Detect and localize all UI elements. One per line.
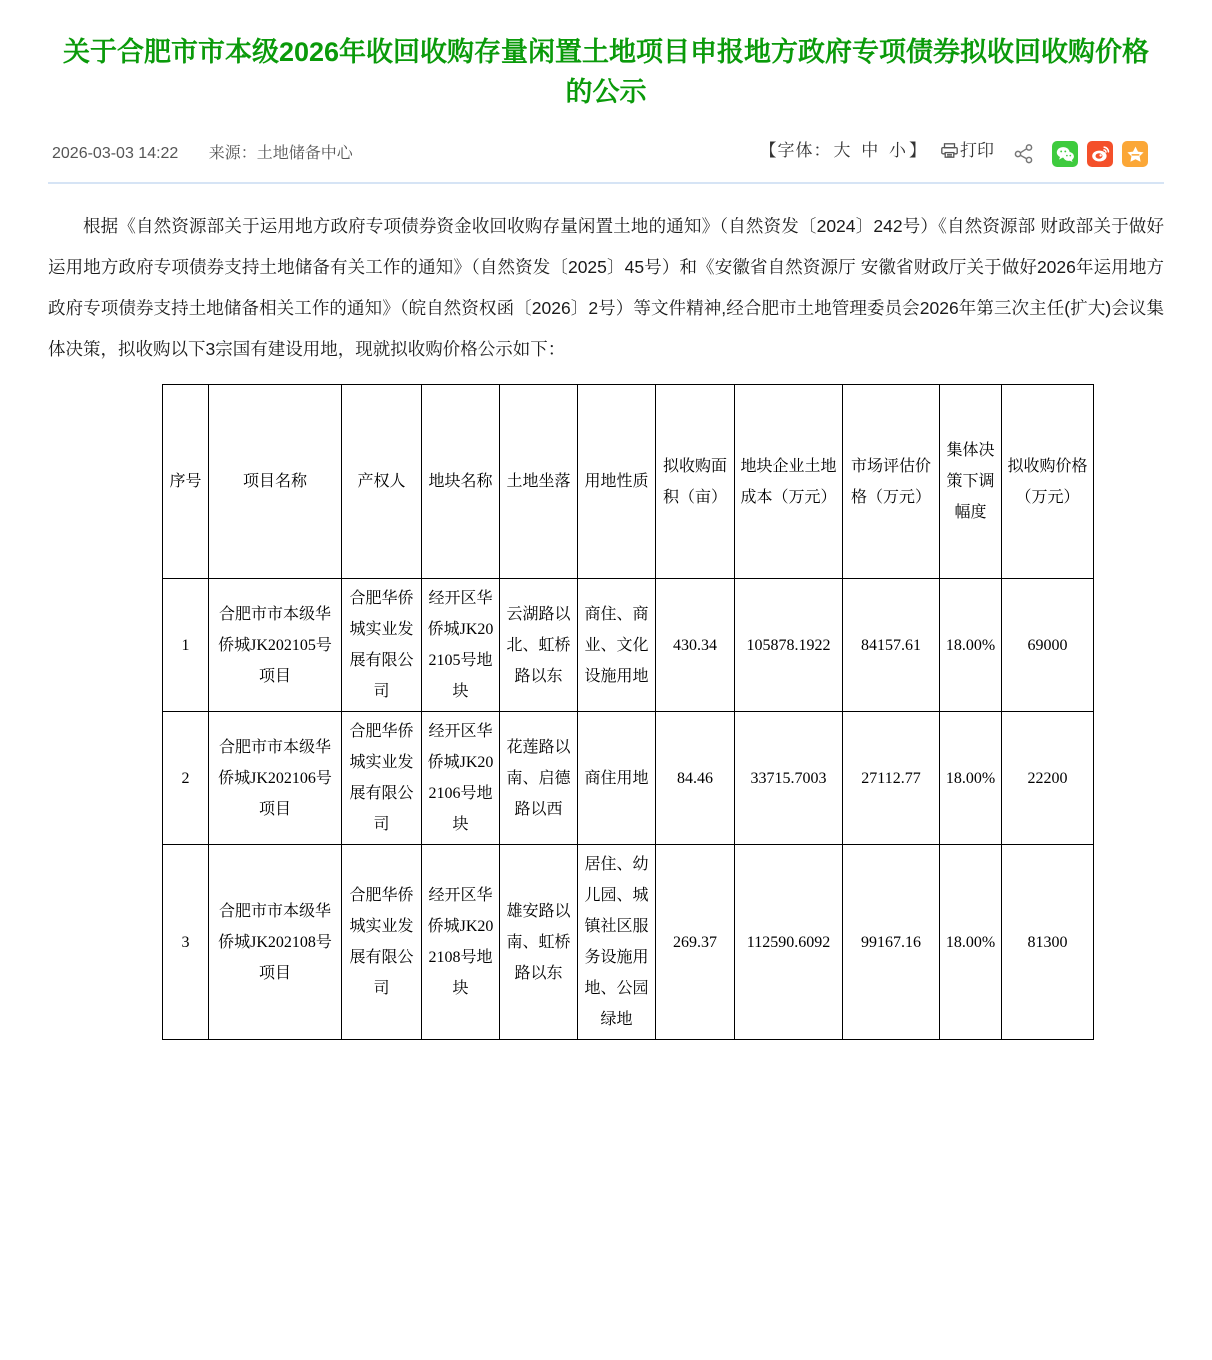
header-enterprise-cost: 地块企业土地成本（万元）	[735, 385, 843, 579]
cell-purchase-price: 81300	[1002, 845, 1094, 1040]
header-divider	[48, 182, 1164, 184]
cell-adjustment: 18.00%	[940, 579, 1002, 712]
cell-plot-name: 经开区华侨城JK202108号地块	[422, 845, 500, 1040]
font-size-control	[760, 138, 927, 164]
page-title: 关于合肥市市本级2026年收回收购存量闲置土地项目申报地方政府专项债券拟收回收购价格的公示	[62, 37, 1150, 108]
weibo-icon[interactable]	[1087, 141, 1113, 167]
cell-index: 2	[163, 712, 209, 845]
cell-enterprise-cost: 105878.1922	[735, 579, 843, 712]
cell-adjustment: 18.00%	[940, 712, 1002, 845]
article-meta-bar	[40, 136, 1172, 182]
cell-enterprise-cost: 33715.7003	[735, 712, 843, 845]
cell-location: 雄安路以南、虹桥路以东	[500, 845, 578, 1040]
cell-project-name: 合肥市市本级华侨城JK202105号项目	[209, 579, 342, 712]
cell-purchase-price: 22200	[1002, 712, 1094, 845]
article-tools	[760, 138, 1148, 167]
cell-project-name: 合肥市市本级华侨城JK202106号项目	[209, 712, 342, 845]
announcement-page	[0, 18, 1212, 1360]
header-market-eval-price: 市场评估价格（万元）	[843, 385, 940, 579]
font-size-large-button[interactable]: 大	[833, 141, 852, 161]
cell-purchase-area: 84.46	[656, 712, 735, 845]
cell-plot-name: 经开区华侨城JK202105号地块	[422, 579, 500, 712]
article-source: 来源：土地储备中心	[208, 145, 353, 163]
cell-owner: 合肥华侨城实业发展有限公司	[342, 845, 422, 1040]
meta-left-group	[52, 140, 353, 163]
table-row	[163, 712, 1094, 845]
cell-purchase-area: 269.37	[656, 845, 735, 1040]
font-size-bracket-close: 】	[909, 141, 927, 161]
header-location: 土地坐落	[500, 385, 578, 579]
header-project-name: 项目名称	[209, 385, 342, 579]
header-plot-name: 地块名称	[422, 385, 500, 579]
cell-location: 花莲路以南、启德路以西	[500, 712, 578, 845]
cell-index: 1	[163, 579, 209, 712]
font-size-bracket-open: 【字体：	[759, 141, 832, 161]
cell-land-use: 商住用地	[578, 712, 656, 845]
print-button[interactable]	[941, 138, 993, 164]
qzone-icon[interactable]	[1122, 141, 1148, 167]
font-size-small-button[interactable]: 小	[889, 141, 907, 161]
cell-project-name: 合肥市市本级华侨城JK202108号项目	[209, 845, 342, 1040]
header-purchase-area: 拟收购面积（亩）	[656, 385, 735, 579]
cell-index: 3	[163, 845, 209, 1040]
printer-icon	[941, 143, 958, 158]
cell-enterprise-cost: 112590.6092	[735, 845, 843, 1040]
header-purchase-price: 拟收购价格（万元）	[1002, 385, 1094, 579]
header-owner: 产权人	[342, 385, 422, 579]
table-row	[163, 579, 1094, 712]
cell-owner: 合肥华侨城实业发展有限公司	[342, 579, 422, 712]
cell-land-use: 居住、幼儿园、城镇社区服务设施用地、公园绿地	[578, 845, 656, 1040]
header-adjustment: 集体决策下调幅度	[940, 385, 1002, 579]
table-row	[163, 845, 1094, 1040]
cell-purchase-area: 430.34	[656, 579, 735, 712]
table-header-row	[163, 385, 1094, 579]
land-purchase-table	[162, 384, 1094, 1040]
cell-location: 云湖路以北、虹桥路以东	[500, 579, 578, 712]
wechat-icon[interactable]	[1052, 141, 1078, 167]
header-index: 序号	[163, 385, 209, 579]
font-size-medium-button[interactable]: 中	[861, 141, 880, 161]
land-table-container	[40, 384, 1172, 1040]
share-icon[interactable]	[1013, 143, 1035, 165]
cell-market-eval-price: 84157.61	[843, 579, 940, 712]
cell-plot-name: 经开区华侨城JK202106号地块	[422, 712, 500, 845]
cell-market-eval-price: 99167.16	[843, 845, 940, 1040]
cell-market-eval-price: 27112.77	[843, 712, 940, 845]
share-group	[1013, 141, 1148, 167]
cell-adjustment: 18.00%	[940, 845, 1002, 1040]
cell-purchase-price: 69000	[1002, 579, 1094, 712]
print-label: 打印	[960, 141, 994, 161]
header-land-use: 用地性质	[578, 385, 656, 579]
publish-date: 2026-03-03 14:22	[52, 145, 179, 163]
article-body-paragraph: 根据《自然资源部关于运用地方政府专项债券资金收回收购存量闲置土地的通知》（自然资发〔2024〕242号）《自然资源部 财政部关于做好运用地方政府专项债券支持土地储备有关工作的通知》（自然资发〔2025〕45号）和《安徽省自然资源厅 安徽省财政厅关于做好2026年运用地方政府专项债券支持土地储备相关工作的通知》（皖自然资权函〔2026〕2号）等文件精神,经合肥市土地管理委员会2026年第三次主任(扩大)会议集体决策，拟收购以下3宗国有建设用地，现就拟收购价格公示如下：	[48, 216, 1164, 360]
cell-owner: 合肥华侨城实业发展有限公司	[342, 712, 422, 845]
cell-land-use: 商住、商业、文化设施用地	[578, 579, 656, 712]
